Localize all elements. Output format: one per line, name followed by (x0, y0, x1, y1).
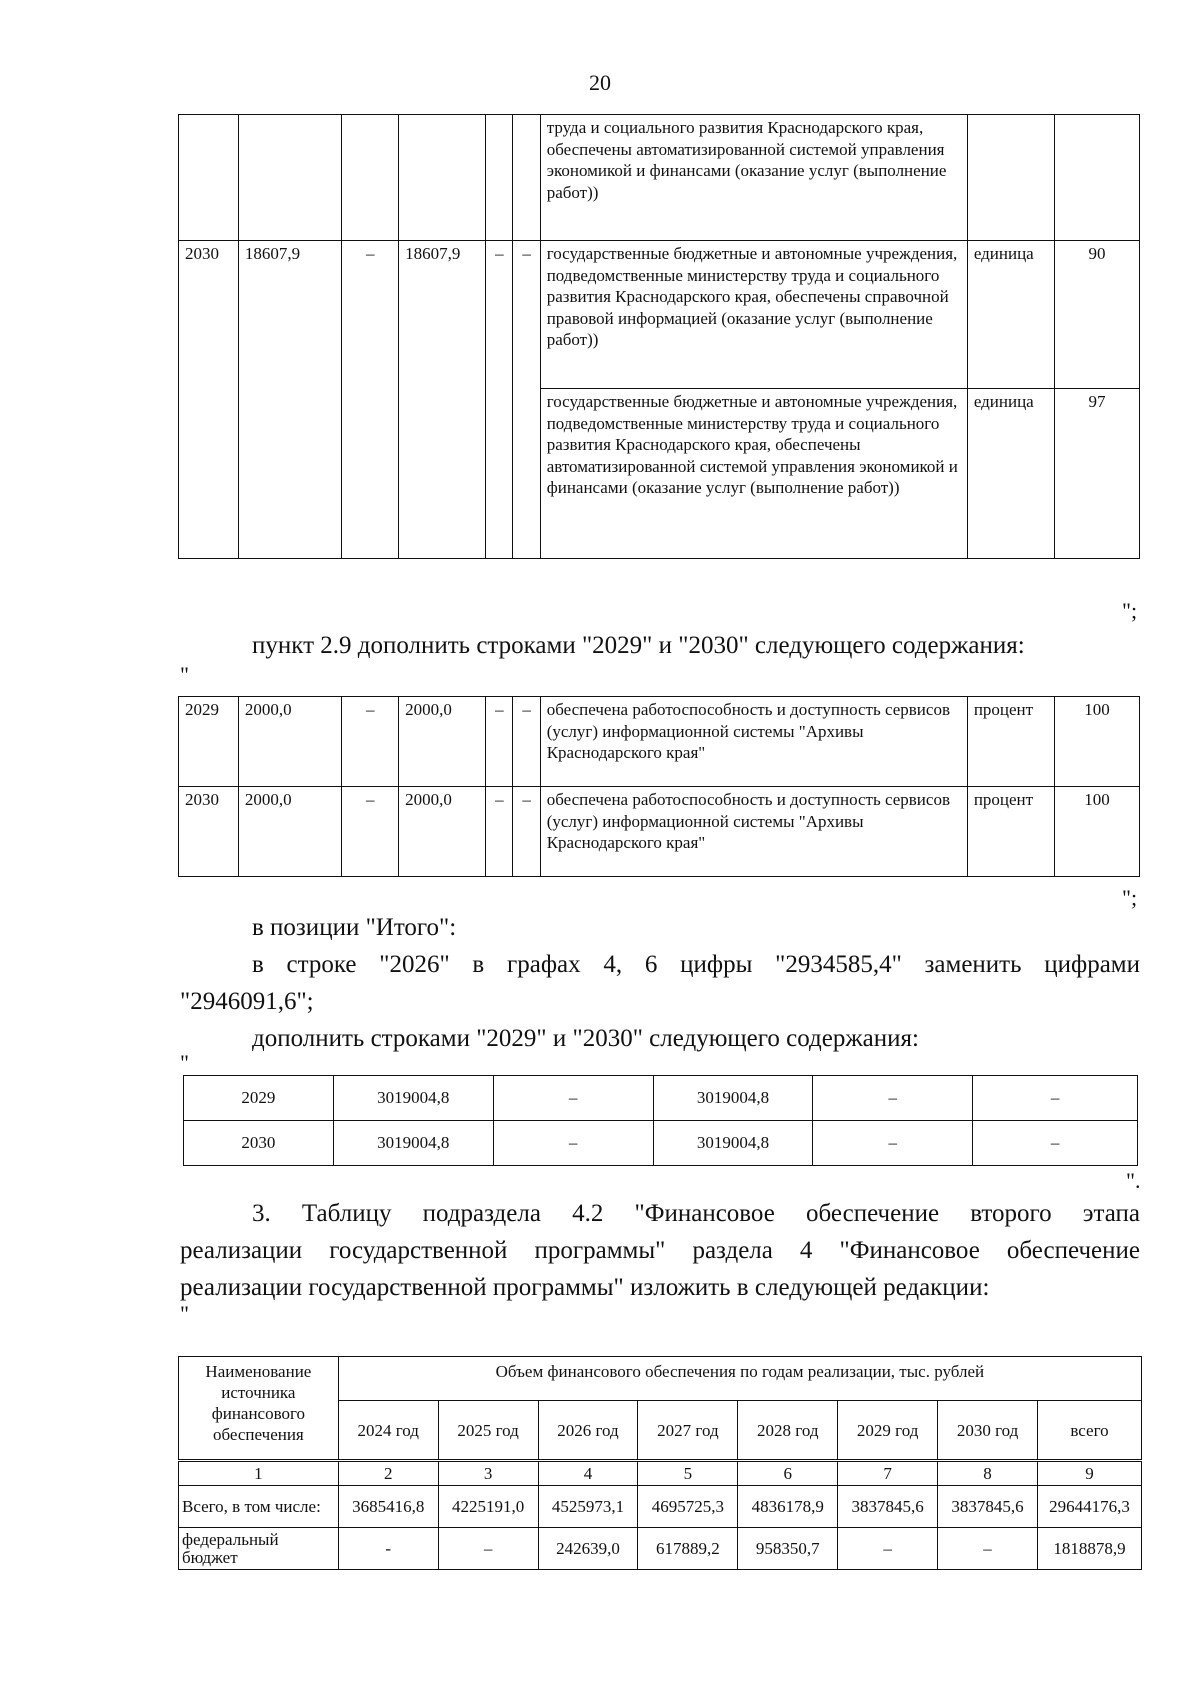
year-header: 2028 год (738, 1401, 838, 1461)
table-row: федеральный бюджет - – 242639,0 617889,2 958350,7 – – 1818878,9 (179, 1528, 1142, 1570)
measures-table-continuation (178, 114, 1140, 559)
table-row: 2029 3019004,8 – 3019004,8 – – (184, 1076, 1138, 1121)
itogo-line2-cont: "2946091,6"; (180, 988, 314, 1015)
table-row: 2030 18607,9 – 18607,9 – – государственные бюджетные и автономные учреждения, подведомственные министерству труда и социального развития Краснодарского края, обеспечены справочной правовой информацией (оказание услуг (выполнение работ)) единица 90 (179, 241, 1140, 389)
table-row: 2029 2000,0 – 2000,0 – – обеспечена работоспособность и доступность сервисов (услуг) информационной системы "Архивы Краснодарского края" процент 100 (179, 697, 1140, 787)
section3-line1: 3. Таблицу подраздела 4.2 "Финансовое обеспечение второго этапа (252, 1200, 1140, 1227)
total-cell: 18607,9 (238, 241, 342, 559)
value-cell: 90 (1054, 241, 1139, 389)
finance-table (178, 1356, 1142, 1570)
value-cell: 97 (1054, 389, 1139, 559)
column-numbers-row: 1 2 3 4 5 6 7 8 9 (179, 1461, 1142, 1486)
unit-cell: единица (967, 241, 1054, 389)
opening-quote: " (180, 662, 189, 687)
closing-quote: "; (1122, 598, 1138, 623)
result-text: обеспечена работоспособность и доступность сервисов (услуг) информационной системы "Архивы Краснодарского края" (540, 787, 967, 877)
itogo-table (183, 1075, 1138, 1166)
itogo-line1: в позиции "Итого": (252, 914, 457, 941)
table-header-row (179, 1357, 1142, 1401)
paragraph-2-9: пункт 2.9 дополнить строками "2029" и "2030" следующего содержания: (252, 632, 1025, 659)
closing-quote: "; (1122, 885, 1138, 910)
year-header: 2030 год (938, 1401, 1038, 1461)
archives-table (178, 696, 1140, 877)
result-text: обеспечена работоспособность и доступность сервисов (услуг) информационной системы "Архивы Краснодарского края" (540, 697, 967, 787)
result-text: государственные бюджетные и автономные учреждения, подведомственные министерству труда и социального развития Краснодарского края, обеспечены автоматизированной системой управления экономикой и финансами (оказание услуг (выполнение работ)) (540, 389, 967, 559)
year-header: 2026 год (538, 1401, 638, 1461)
table-row: 2030 3019004,8 – 3019004,8 – – (184, 1121, 1138, 1166)
source-header: Наименование источника финансового обеспечения (179, 1357, 339, 1461)
opening-quote: " (180, 1301, 189, 1326)
year-header: 2027 год (638, 1401, 738, 1461)
year-header: 2029 год (838, 1401, 938, 1461)
opening-quote: " (180, 1050, 189, 1075)
year-cell: 2030 (179, 241, 239, 559)
result-text: труда и социального развития Краснодарского края, обеспечены автоматизированной системой управления экономикой и финансами (оказание услуг (выполнение работ)) (540, 115, 967, 241)
section3-line2: реализации государственной программы" раздела 4 "Финансовое обеспечение (180, 1237, 1140, 1264)
section3-line3: реализации государственной программы" изложить в следующей редакции: (180, 1274, 990, 1301)
closing-quote: ". (1126, 1168, 1141, 1193)
table-row: 2030 2000,0 – 2000,0 – – обеспечена работоспособность и доступность сервисов (услуг) информационной системы "Архивы Краснодарского края" процент 100 (179, 787, 1140, 877)
year-header: 2025 год (438, 1401, 538, 1461)
result-text: государственные бюджетные и автономные учреждения, подведомственные министерству труда и социального развития Краснодарского края, обеспечены справочной правовой информацией (оказание услуг (выполнение работ)) (540, 241, 967, 389)
year-header: всего (1038, 1401, 1142, 1461)
itogo-line2: в строке "2026" в графах 4, 6 цифры "2934585,4" заменить цифрами (252, 951, 1140, 978)
page-number: 20 (589, 70, 611, 95)
group-header: Объем финансового обеспечения по годам реализации, тыс. рублей (338, 1357, 1141, 1401)
itogo-line3: дополнить строками "2029" и "2030" следующего содержания: (252, 1025, 919, 1052)
table-row: Всего, в том числе: 3685416,8 4225191,0 4525973,1 4695725,3 4836178,9 3837845,6 3837845,6 29644176,3 (179, 1486, 1142, 1528)
table-row (179, 115, 1140, 241)
unit-cell: единица (967, 389, 1054, 559)
year-header: 2024 год (338, 1401, 438, 1461)
